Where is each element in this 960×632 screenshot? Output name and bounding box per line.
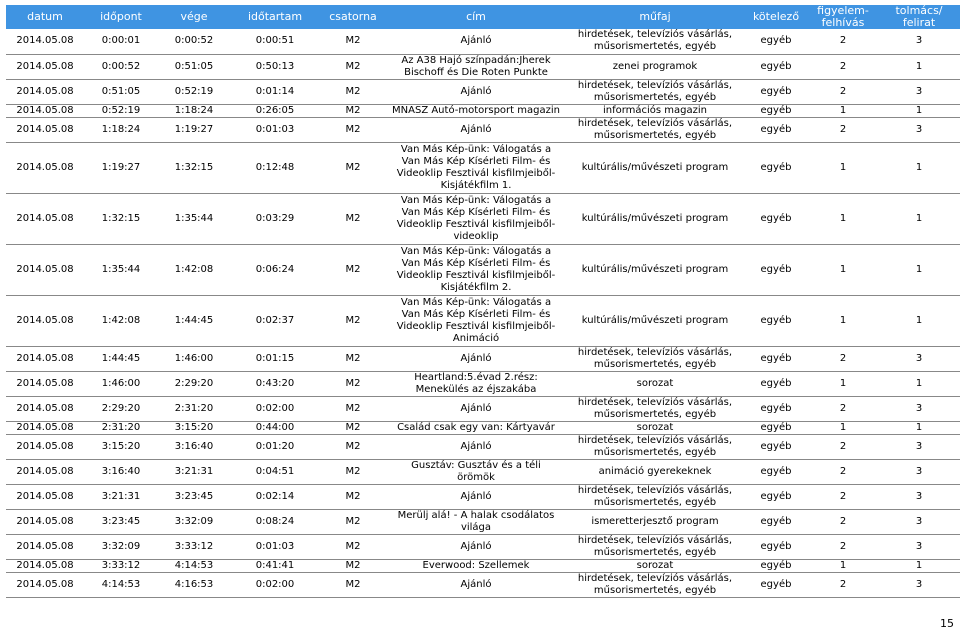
cell-cim: Ajánló <box>386 117 566 142</box>
cell-csatorna: M2 <box>320 459 386 484</box>
cell-tolmacs: 3 <box>878 29 960 54</box>
cell-idotartam: 0:12:48 <box>230 142 320 193</box>
cell-csatorna: M2 <box>320 104 386 117</box>
cell-kotelezo: egyéb <box>744 559 808 572</box>
cell-figyelem: 1 <box>808 559 878 572</box>
cell-tolmacs: 1 <box>878 104 960 117</box>
cell-figyelem: 2 <box>808 434 878 459</box>
col-header-kotelezo: kötelező <box>744 5 808 29</box>
cell-kotelezo: egyéb <box>744 509 808 534</box>
cell-tolmacs: 1 <box>878 371 960 396</box>
col-header-cim: cím <box>386 5 566 29</box>
cell-csatorna: M2 <box>320 117 386 142</box>
cell-csatorna: M2 <box>320 484 386 509</box>
cell-idopont: 1:32:15 <box>84 193 158 244</box>
cell-mufaj: hirdetések, televíziós vásárlás, műsorismertetés, egyéb <box>566 534 744 559</box>
cell-mufaj: információs magazin <box>566 104 744 117</box>
cell-tolmacs: 1 <box>878 142 960 193</box>
cell-vege: 2:31:20 <box>158 396 230 421</box>
cell-mufaj: kultúrális/művészeti program <box>566 244 744 295</box>
cell-idopont: 3:15:20 <box>84 434 158 459</box>
cell-idotartam: 0:50:13 <box>230 54 320 79</box>
cell-csatorna: M2 <box>320 244 386 295</box>
cell-csatorna: M2 <box>320 572 386 597</box>
cell-kotelezo: egyéb <box>744 295 808 346</box>
table-row <box>6 459 960 484</box>
cell-idopont: 3:16:40 <box>84 459 158 484</box>
table-row <box>6 244 960 295</box>
cell-csatorna: M2 <box>320 396 386 421</box>
cell-idotartam: 0:08:24 <box>230 509 320 534</box>
cell-figyelem: 2 <box>808 346 878 371</box>
cell-datum: 2014.05.08 <box>6 244 84 295</box>
table-row <box>6 434 960 459</box>
cell-cim: Ajánló <box>386 396 566 421</box>
cell-kotelezo: egyéb <box>744 79 808 104</box>
cell-datum: 2014.05.08 <box>6 117 84 142</box>
cell-kotelezo: egyéb <box>744 434 808 459</box>
cell-tolmacs: 1 <box>878 295 960 346</box>
table-row <box>6 193 960 244</box>
cell-tolmacs: 3 <box>878 117 960 142</box>
table-row <box>6 29 960 54</box>
cell-figyelem: 1 <box>808 371 878 396</box>
cell-mufaj: ismeretterjesztő program <box>566 509 744 534</box>
col-header-csatorna: csatorna <box>320 5 386 29</box>
cell-idopont: 4:14:53 <box>84 572 158 597</box>
cell-idotartam: 0:41:41 <box>230 559 320 572</box>
cell-idopont: 1:18:24 <box>84 117 158 142</box>
cell-tolmacs: 3 <box>878 572 960 597</box>
cell-idotartam: 0:04:51 <box>230 459 320 484</box>
cell-kotelezo: egyéb <box>744 104 808 117</box>
cell-vege: 0:00:52 <box>158 29 230 54</box>
cell-datum: 2014.05.08 <box>6 421 84 434</box>
cell-idopont: 0:00:01 <box>84 29 158 54</box>
cell-cim: Az A38 Hajó színpadán:Jherek Bischoff és Die Roten Punkte <box>386 54 566 79</box>
cell-vege: 1:32:15 <box>158 142 230 193</box>
cell-mufaj: hirdetések, televíziós vásárlás, műsorismertetés, egyéb <box>566 346 744 371</box>
cell-figyelem: 2 <box>808 534 878 559</box>
cell-kotelezo: egyéb <box>744 396 808 421</box>
cell-mufaj: kultúrális/művészeti program <box>566 142 744 193</box>
cell-cim: Ajánló <box>386 29 566 54</box>
cell-datum: 2014.05.08 <box>6 346 84 371</box>
cell-figyelem: 2 <box>808 484 878 509</box>
cell-idopont: 0:52:19 <box>84 104 158 117</box>
cell-cim: Ajánló <box>386 534 566 559</box>
cell-cim: Van Más Kép-ünk: Válogatás a Van Más Kép Kísérleti Film- és Videoklip Fesztivál kisfilmjeiből- Kisjátékfilm 1. <box>386 142 566 193</box>
cell-idotartam: 0:02:00 <box>230 396 320 421</box>
cell-datum: 2014.05.08 <box>6 459 84 484</box>
table-row <box>6 117 960 142</box>
cell-csatorna: M2 <box>320 346 386 371</box>
cell-idotartam: 0:03:29 <box>230 193 320 244</box>
cell-datum: 2014.05.08 <box>6 534 84 559</box>
cell-tolmacs: 1 <box>878 244 960 295</box>
cell-tolmacs: 3 <box>878 534 960 559</box>
cell-idopont: 2:29:20 <box>84 396 158 421</box>
cell-idopont: 0:51:05 <box>84 79 158 104</box>
cell-vege: 1:35:44 <box>158 193 230 244</box>
table-row <box>6 54 960 79</box>
table-row <box>6 104 960 117</box>
cell-kotelezo: egyéb <box>744 371 808 396</box>
table-row <box>6 534 960 559</box>
cell-cim: Ajánló <box>386 572 566 597</box>
cell-kotelezo: egyéb <box>744 459 808 484</box>
col-header-mufaj: műfaj <box>566 5 744 29</box>
cell-cim: Ajánló <box>386 346 566 371</box>
cell-csatorna: M2 <box>320 509 386 534</box>
cell-cim: Heartland:5.évad 2.rész: Menekülés az éjszakába <box>386 371 566 396</box>
cell-mufaj: kultúrális/művészeti program <box>566 193 744 244</box>
cell-kotelezo: egyéb <box>744 572 808 597</box>
cell-datum: 2014.05.08 <box>6 295 84 346</box>
cell-idotartam: 0:00:51 <box>230 29 320 54</box>
cell-vege: 1:42:08 <box>158 244 230 295</box>
cell-idotartam: 0:06:24 <box>230 244 320 295</box>
cell-tolmacs: 3 <box>878 509 960 534</box>
cell-figyelem: 1 <box>808 295 878 346</box>
cell-figyelem: 2 <box>808 54 878 79</box>
cell-tolmacs: 1 <box>878 54 960 79</box>
cell-figyelem: 2 <box>808 117 878 142</box>
cell-tolmacs: 3 <box>878 484 960 509</box>
cell-csatorna: M2 <box>320 142 386 193</box>
cell-figyelem: 2 <box>808 572 878 597</box>
cell-idotartam: 0:26:05 <box>230 104 320 117</box>
cell-figyelem: 2 <box>808 79 878 104</box>
cell-figyelem: 2 <box>808 29 878 54</box>
cell-csatorna: M2 <box>320 534 386 559</box>
cell-vege: 3:15:20 <box>158 421 230 434</box>
cell-mufaj: kultúrális/művészeti program <box>566 295 744 346</box>
cell-kotelezo: egyéb <box>744 244 808 295</box>
col-header-idopont: időpont <box>84 5 158 29</box>
cell-kotelezo: egyéb <box>744 421 808 434</box>
cell-kotelezo: egyéb <box>744 54 808 79</box>
cell-mufaj: hirdetések, televíziós vásárlás, műsorismertetés, egyéb <box>566 572 744 597</box>
cell-vege: 1:19:27 <box>158 117 230 142</box>
cell-cim: Család csak egy van: Kártyavár <box>386 421 566 434</box>
cell-cim: Ajánló <box>386 79 566 104</box>
cell-csatorna: M2 <box>320 193 386 244</box>
cell-csatorna: M2 <box>320 79 386 104</box>
cell-cim: Gusztáv: Gusztáv és a téli örömök <box>386 459 566 484</box>
cell-figyelem: 1 <box>808 104 878 117</box>
cell-datum: 2014.05.08 <box>6 104 84 117</box>
cell-cim: Van Más Kép-ünk: Válogatás a Van Más Kép Kísérleti Film- és Videoklip Fesztivál kisfilmjeiből- Kisjátékfilm 2. <box>386 244 566 295</box>
cell-figyelem: 2 <box>808 459 878 484</box>
cell-datum: 2014.05.08 <box>6 434 84 459</box>
cell-mufaj: sorozat <box>566 421 744 434</box>
table-row <box>6 572 960 597</box>
cell-datum: 2014.05.08 <box>6 396 84 421</box>
table-row <box>6 346 960 371</box>
cell-idotartam: 0:01:20 <box>230 434 320 459</box>
cell-kotelezo: egyéb <box>744 346 808 371</box>
table-row <box>6 559 960 572</box>
cell-csatorna: M2 <box>320 54 386 79</box>
cell-idopont: 1:42:08 <box>84 295 158 346</box>
cell-csatorna: M2 <box>320 29 386 54</box>
cell-idopont: 3:23:45 <box>84 509 158 534</box>
cell-figyelem: 2 <box>808 396 878 421</box>
cell-datum: 2014.05.08 <box>6 572 84 597</box>
cell-kotelezo: egyéb <box>744 534 808 559</box>
cell-vege: 0:51:05 <box>158 54 230 79</box>
cell-mufaj: hirdetések, televíziós vásárlás, műsorismertetés, egyéb <box>566 434 744 459</box>
cell-kotelezo: egyéb <box>744 484 808 509</box>
cell-idotartam: 0:01:15 <box>230 346 320 371</box>
cell-csatorna: M2 <box>320 371 386 396</box>
cell-idopont: 1:19:27 <box>84 142 158 193</box>
cell-cim: Van Más Kép-ünk: Válogatás a Van Más Kép Kísérleti Film- és Videoklip Fesztivál kisfilmjeiből- Animáció <box>386 295 566 346</box>
cell-idopont: 3:32:09 <box>84 534 158 559</box>
cell-mufaj: zenei programok <box>566 54 744 79</box>
cell-tolmacs: 3 <box>878 346 960 371</box>
cell-vege: 2:29:20 <box>158 371 230 396</box>
cell-idotartam: 0:01:03 <box>230 117 320 142</box>
cell-mufaj: hirdetések, televíziós vásárlás, műsorismertetés, egyéb <box>566 79 744 104</box>
cell-idopont: 3:21:31 <box>84 484 158 509</box>
cell-mufaj: sorozat <box>566 371 744 396</box>
cell-tolmacs: 3 <box>878 434 960 459</box>
cell-csatorna: M2 <box>320 559 386 572</box>
cell-mufaj: hirdetések, televíziós vásárlás, műsorismertetés, egyéb <box>566 29 744 54</box>
table-row <box>6 421 960 434</box>
cell-vege: 1:18:24 <box>158 104 230 117</box>
cell-figyelem: 1 <box>808 193 878 244</box>
cell-vege: 3:16:40 <box>158 434 230 459</box>
cell-mufaj: animáció gyerekeknek <box>566 459 744 484</box>
table-row <box>6 79 960 104</box>
cell-idotartam: 0:02:37 <box>230 295 320 346</box>
cell-vege: 3:23:45 <box>158 484 230 509</box>
cell-kotelezo: egyéb <box>744 29 808 54</box>
schedule-table <box>6 5 960 598</box>
cell-vege: 1:46:00 <box>158 346 230 371</box>
table-row <box>6 509 960 534</box>
cell-mufaj: hirdetések, televíziós vásárlás, műsorismertetés, egyéb <box>566 396 744 421</box>
cell-datum: 2014.05.08 <box>6 142 84 193</box>
cell-idopont: 2:31:20 <box>84 421 158 434</box>
cell-csatorna: M2 <box>320 434 386 459</box>
col-header-tolmacs: tolmács/ felirat <box>878 5 960 29</box>
cell-vege: 4:14:53 <box>158 559 230 572</box>
cell-datum: 2014.05.08 <box>6 54 84 79</box>
cell-kotelezo: egyéb <box>744 193 808 244</box>
cell-figyelem: 1 <box>808 142 878 193</box>
cell-mufaj: sorozat <box>566 559 744 572</box>
table-row <box>6 142 960 193</box>
cell-vege: 0:52:19 <box>158 79 230 104</box>
cell-datum: 2014.05.08 <box>6 371 84 396</box>
cell-figyelem: 1 <box>808 244 878 295</box>
cell-csatorna: M2 <box>320 295 386 346</box>
cell-idopont: 1:35:44 <box>84 244 158 295</box>
cell-mufaj: hirdetések, televíziós vásárlás, műsorismertetés, egyéb <box>566 484 744 509</box>
cell-csatorna: M2 <box>320 421 386 434</box>
table-row <box>6 484 960 509</box>
cell-idopont: 0:00:52 <box>84 54 158 79</box>
cell-datum: 2014.05.08 <box>6 29 84 54</box>
cell-cim: MNASZ Autó-motorsport magazin <box>386 104 566 117</box>
cell-mufaj: hirdetések, televíziós vásárlás, műsorismertetés, egyéb <box>566 117 744 142</box>
cell-datum: 2014.05.08 <box>6 509 84 534</box>
cell-cim: Ajánló <box>386 434 566 459</box>
cell-idopont: 1:44:45 <box>84 346 158 371</box>
cell-cim: Van Más Kép-ünk: Válogatás a Van Más Kép Kísérleti Film- és Videoklip Fesztivál kisfilmjeiből- videoklip <box>386 193 566 244</box>
table-row <box>6 295 960 346</box>
table-row <box>6 396 960 421</box>
cell-tolmacs: 1 <box>878 421 960 434</box>
cell-idotartam: 0:43:20 <box>230 371 320 396</box>
cell-kotelezo: egyéb <box>744 117 808 142</box>
cell-idopont: 1:46:00 <box>84 371 158 396</box>
cell-tolmacs: 3 <box>878 396 960 421</box>
table-row <box>6 371 960 396</box>
cell-tolmacs: 1 <box>878 559 960 572</box>
cell-vege: 1:44:45 <box>158 295 230 346</box>
col-header-datum: datum <box>6 5 84 29</box>
cell-cim: Merülj alá! - A halak csodálatos világa <box>386 509 566 534</box>
cell-kotelezo: egyéb <box>744 142 808 193</box>
cell-figyelem: 2 <box>808 509 878 534</box>
page-number: 15 <box>940 617 954 630</box>
cell-idotartam: 0:01:03 <box>230 534 320 559</box>
cell-cim: Everwood: Szellemek <box>386 559 566 572</box>
cell-tolmacs: 3 <box>878 79 960 104</box>
cell-datum: 2014.05.08 <box>6 559 84 572</box>
cell-vege: 3:33:12 <box>158 534 230 559</box>
cell-datum: 2014.05.08 <box>6 193 84 244</box>
col-header-figyelem: figyelem- felhívás <box>808 5 878 29</box>
cell-datum: 2014.05.08 <box>6 79 84 104</box>
cell-idotartam: 0:02:00 <box>230 572 320 597</box>
cell-tolmacs: 3 <box>878 459 960 484</box>
cell-tolmacs: 1 <box>878 193 960 244</box>
cell-idotartam: 0:02:14 <box>230 484 320 509</box>
cell-figyelem: 1 <box>808 421 878 434</box>
cell-datum: 2014.05.08 <box>6 484 84 509</box>
cell-idotartam: 0:01:14 <box>230 79 320 104</box>
cell-idopont: 3:33:12 <box>84 559 158 572</box>
cell-idotartam: 0:44:00 <box>230 421 320 434</box>
col-header-vege: vége <box>158 5 230 29</box>
cell-vege: 3:21:31 <box>158 459 230 484</box>
header-row <box>6 5 960 29</box>
cell-cim: Ajánló <box>386 484 566 509</box>
col-header-idotartam: időtartam <box>230 5 320 29</box>
cell-vege: 3:32:09 <box>158 509 230 534</box>
cell-vege: 4:16:53 <box>158 572 230 597</box>
